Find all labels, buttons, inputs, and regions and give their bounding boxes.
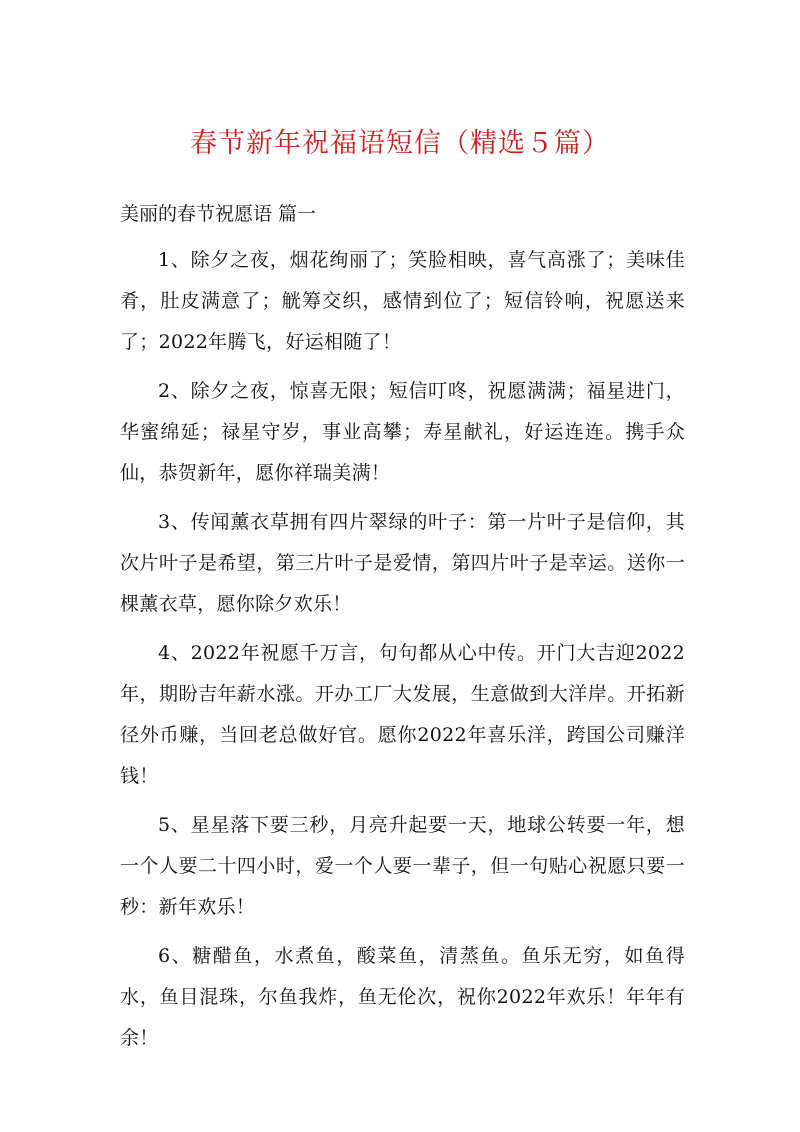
document-title: 春节新年祝福语短信（精选５篇） bbox=[190, 128, 610, 159]
paragraph-6: 6、糖醋鱼，水煮鱼，酸菜鱼，清蒸鱼。鱼乐无穷，如鱼得水，鱼目混珠，尔鱼我炸，鱼无伦次，祝你2022年欢乐！年年有余！ bbox=[120, 945, 685, 1049]
paragraph-4: 4、2022年祝愿千万言，句句都从心中传。开门大吉迎2022年，期盼吉年薪水涨。开办工厂大发展，生意做到大洋岸。开拓新径外币赚，当回老总做好官。愿你2022年喜乐洋，跨国公司赚洋钱！ bbox=[120, 642, 685, 787]
paragraph-1: 1、除夕之夜，烟花绚丽了；笑脸相映，喜气高涨了；美味佳肴，肚皮满意了；觥筹交织，感情到位了；短信铃响，祝愿送来了；2022年腾飞，好运相随了！ bbox=[120, 249, 685, 353]
document-body bbox=[120, 240, 685, 1067]
section-heading: 美丽的春节祝愿语 篇一 bbox=[120, 203, 317, 225]
paragraph-2: 2、除夕之夜，惊喜无限；短信叮咚，祝愿满满；福星进门，华蜜绵延；禄星守岁，事业高攀；寿星献礼，好运连连。携手众仙，恭贺新年，愿你祥瑞美满！ bbox=[120, 380, 685, 484]
paragraph-5: 5、星星落下要三秒，月亮升起要一天，地球公转要一年，想一个人要二十四小时，爱一个人要一辈子，但一句贴心祝愿只要一秒：新年欢乐！ bbox=[120, 814, 685, 918]
paragraph-3: 3、传闻薰衣草拥有四片翠绿的叶子：第一片叶子是信仰，其次片叶子是希望，第三片叶子是爱情，第四片叶子是幸运。送你一棵薰衣草，愿你除夕欢乐！ bbox=[120, 511, 685, 615]
